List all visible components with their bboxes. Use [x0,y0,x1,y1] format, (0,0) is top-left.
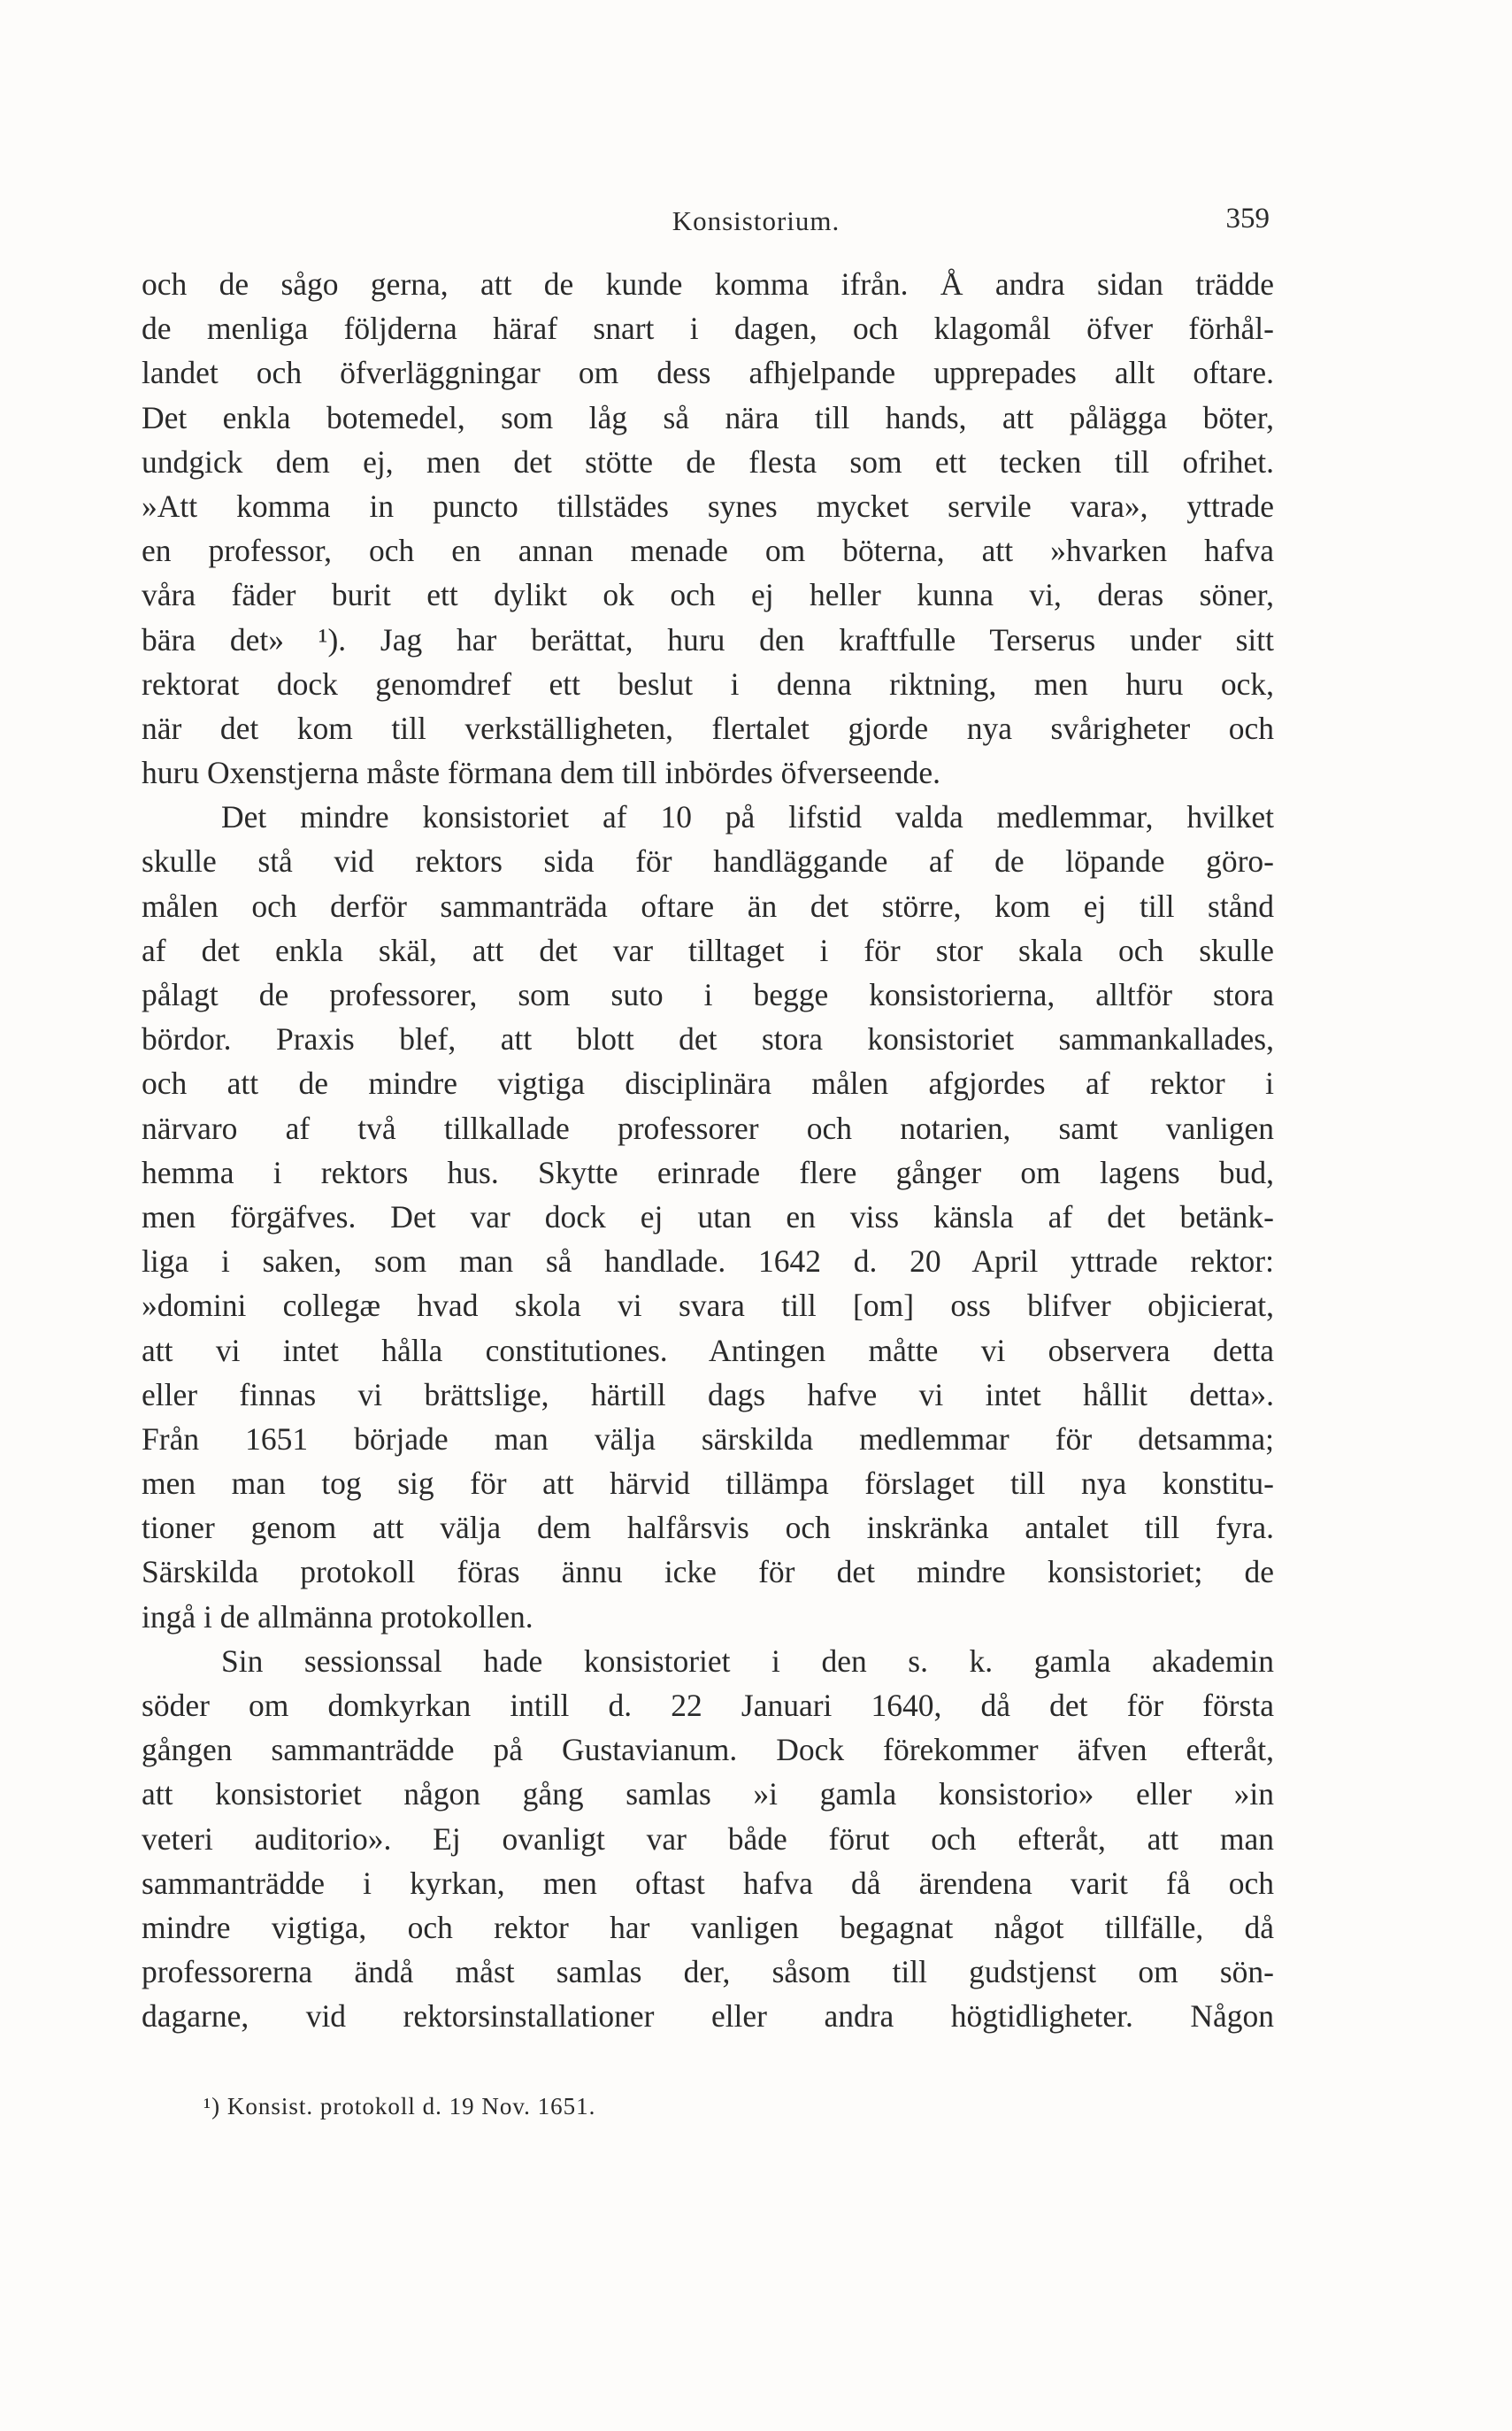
text-line: skulle stå vid rektors sida för handläggande af de löpande göro- [142,843,1274,880]
text-line: bära det» ¹). Jag har berättat, huru den kraftfulle Terserus under sitt [142,621,1274,658]
text-line: Särskilda protokoll föras ännu icke för det mindre konsistoriet; de [142,1554,1274,1590]
text-line: liga i saken, som man så handlade. 1642 d. 20 April yttrade rektor: [142,1243,1274,1280]
text-line: att konsistoriet någon gång samlas »i gamla konsistorio» eller »in [142,1776,1274,1812]
text-line: mindre vigtiga, och rektor har vanligen begagnat något tillfälle, då [142,1909,1274,1945]
text-line: Från 1651 började man välja särskilda medlemmar för detsamma; [142,1420,1274,1457]
text-line: veteri auditorio». Ej ovanligt var både förut och efteråt, att man [142,1820,1274,1857]
text-line: landet och öfverläggningar om dess afhjelpande upprepades allt oftare. [142,355,1274,391]
text-line: dagarne, vid rektorsinstallationer eller andra högtidligheter. Någon [142,1998,1274,2035]
text-line: pålagt de professorer, som suto i begge konsistorierna, alltför stora [142,977,1274,1012]
text-line: våra fäder burit ett dylikt ok och ej heller kunna vi, deras söner, [142,577,1274,613]
text-line: Det mindre konsistoriet af 10 på lifstid valda medlemmar, hvilket [221,799,1274,835]
text-line: rektorat dock genomdref ett beslut i denna riktning, men huru ock, [142,665,1274,702]
text-line: bördor. Praxis blef, att blott det stora konsistoriet sammankallades, [142,1021,1274,1058]
text-line: söder om domkyrkan intill d. 22 Januari 1640, då det för första [142,1688,1274,1723]
text-line: hemma i rektors hus. Skytte erinrade flere gånger om lagens bud, [142,1154,1274,1190]
footnote: ¹) Konsist. protokoll d. 19 Nov. 1651. [203,2093,596,2119]
text-line: Det enkla botemedel, som låg så nära till hands, att pålägga böter, [142,399,1274,435]
text-line: och att de mindre vigtiga disciplinära målen afgjordes af rektor i [142,1065,1274,1102]
text-line: huru Oxenstjerna måste förmana dem till inbördes öfverseende. [142,755,940,791]
text-line: gången sammanträdde på Gustavianum. Dock förekommer äfven efteråt, [142,1732,1274,1768]
text-line: och de sågo gerna, att de kunde komma ifrån. Å andra sidan trädde [142,266,1274,302]
text-line: ingå i de allmänna protokollen. [142,1598,533,1635]
text-line: sammanträdde i kyrkan, men oftast hafva då ärendena varit få och [142,1865,1274,1901]
text-line: men man tog sig för att härvid tillämpa förslaget till nya konstitu- [142,1466,1274,1502]
text-line: eller finnas vi brättslige, härtill dags hafve vi intet hållit detta». [142,1376,1274,1412]
text-line: tioner genom att välja dem halfårsvis och inskränka antalet till fyra. [142,1510,1274,1546]
text-line: en professor, och en annan menade om böterna, att »hvarken hafva [142,533,1274,569]
text-line: »Att komma in puncto tillstädes synes mycket servile vara», yttrade [142,488,1274,524]
text-line: målen och derför sammanträda oftare än det större, kom ej till stånd [142,888,1274,924]
text-line: professorerna ändå måst samlas der, såsom till gudstjenst om sön- [142,1954,1274,1990]
page-number: 359 [1225,203,1270,235]
body-text [142,262,1274,2039]
text-line: Sin sessionssal hade konsistoriet i den s. k. gamla akademin [221,1642,1274,1679]
text-line: de menliga följderna häraf snart i dagen, och klagomål öfver förhål- [142,311,1274,347]
text-line: när det kom till verkställigheten, flertalet gjorde nya svårigheter och [142,710,1274,746]
text-line: »domini collegæ hvad skola vi svara till [om] oss blifver objicierat, [142,1288,1274,1324]
text-line: att vi intet hålla constitutiones. Antingen måtte vi observera detta [142,1332,1274,1368]
text-line: undgick dem ej, men det stötte de flesta som ett tecken till ofrihet. [142,443,1274,480]
text-line: närvaro af två tillkallade professorer och notarien, samt vanligen [142,1110,1274,1146]
running-title: Konsistorium. [672,205,840,236]
text-line: men förgäfves. Det var dock ej utan en viss känsla af det betänk- [142,1198,1274,1235]
text-line: af det enkla skäl, att det var tilltaget i för stor skala och skulle [142,932,1274,968]
